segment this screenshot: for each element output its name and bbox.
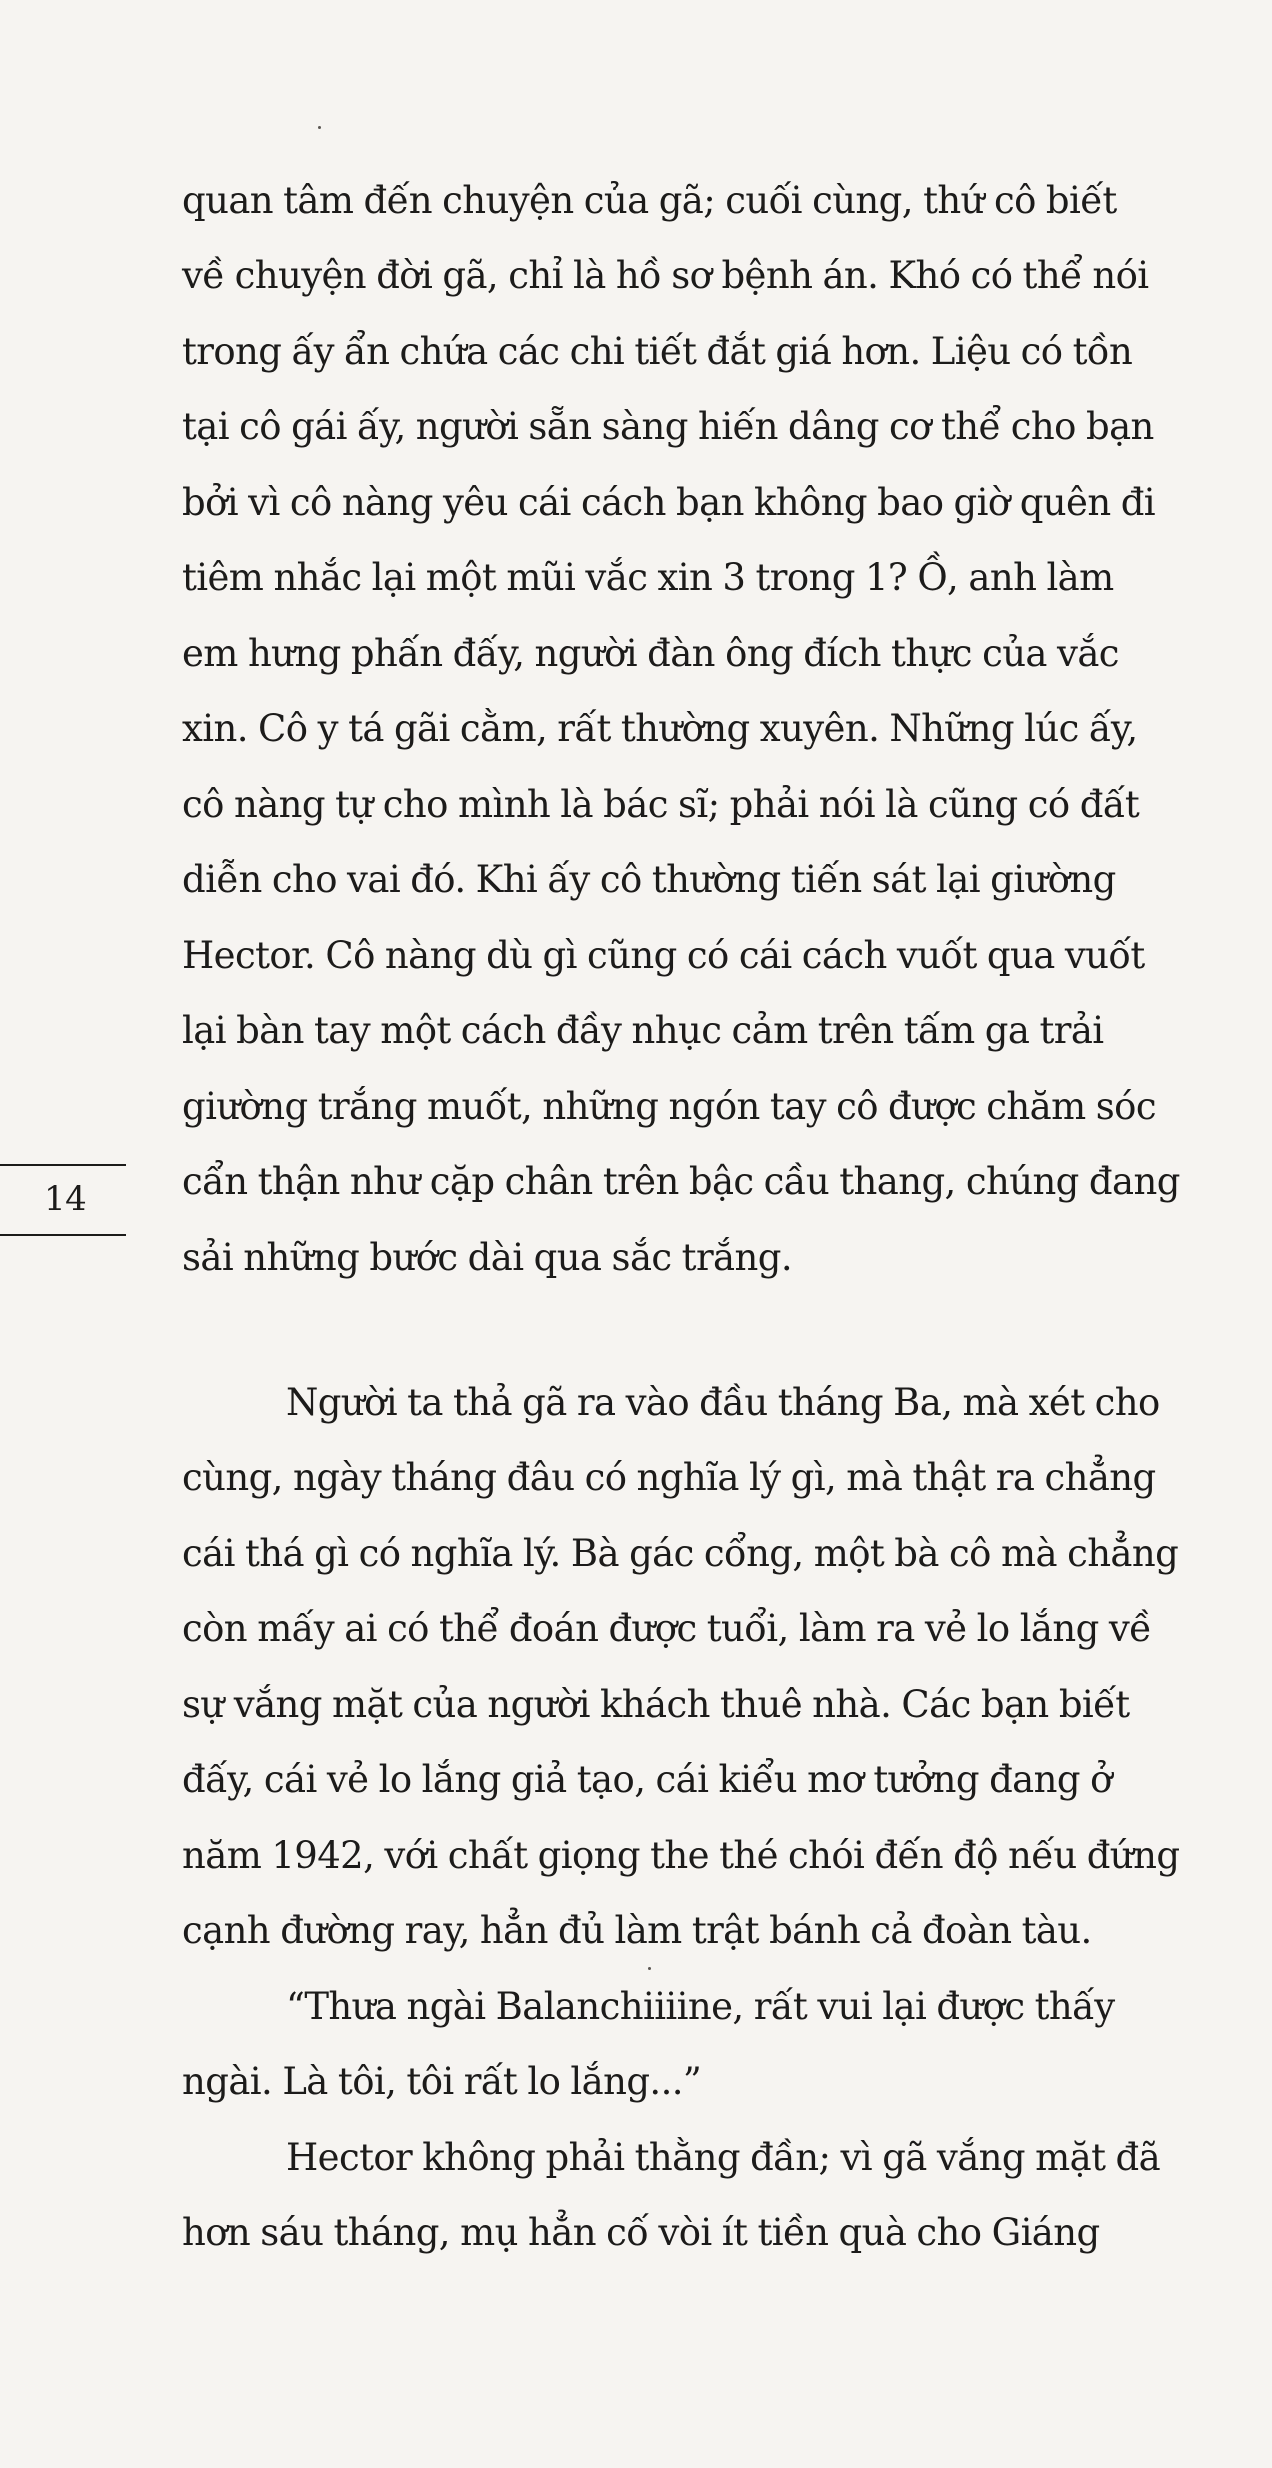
text-line: bởi vì cô nàng yêu cái cách bạn không bao giờ quên đi <box>182 481 1156 524</box>
text-line: hơn sáu tháng, mụ hẳn cố vòi ít tiền quà cho Giáng <box>182 2211 1100 2254</box>
text-line: quan tâm đến chuyện của gã; cuối cùng, thứ cô biết <box>182 179 1117 222</box>
text-line: cạnh đường ray, hẳn đủ làm trật bánh cả đoàn tàu. <box>182 1909 1092 1952</box>
page-number-rule-bottom <box>0 1234 126 1236</box>
text-line: đấy, cái vẻ lo lắng giả tạo, cái kiểu mơ tưởng đang ở <box>182 1758 1112 1801</box>
text-line: giường trắng muốt, những ngón tay cô được chăm sóc <box>182 1085 1156 1128</box>
text-line: “Thưa ngài Balanchiiiine, rất vui lại được thấy <box>286 1985 1115 2028</box>
text-line: lại bàn tay một cách đầy nhục cảm trên tấm ga trải <box>182 1009 1104 1052</box>
page-number-rule-top <box>0 1164 126 1166</box>
scan-speck <box>648 1967 651 1970</box>
text-line: xin. Cô y tá gãi cằm, rất thường xuyên. Những lúc ấy, <box>182 707 1138 750</box>
text-line: sải những bước dài qua sắc trắng. <box>182 1236 792 1279</box>
page-number-marker <box>0 1164 126 1236</box>
text-line: ngài. Là tôi, tôi rất lo lắng...” <box>182 2060 702 2103</box>
text-line: cô nàng tự cho mình là bác sĩ; phải nói là cũng có đất <box>182 783 1140 826</box>
text-line: em hưng phấn đấy, người đàn ông đích thực của vắc <box>182 632 1119 675</box>
text-line: còn mấy ai có thể đoán được tuổi, làm ra vẻ lo lắng về <box>182 1607 1152 1650</box>
scan-speck <box>318 126 321 129</box>
text-line: cái thá gì có nghĩa lý. Bà gác cổng, một bà cô mà chẳng <box>182 1532 1179 1575</box>
text-line: Hector. Cô nàng dù gì cũng có cái cách vuốt qua vuốt <box>182 934 1145 977</box>
text-line: năm 1942, với chất giọng the thé chói đến độ nếu đứng <box>182 1834 1180 1877</box>
text-line: Người ta thả gã ra vào đầu tháng Ba, mà xét cho <box>286 1381 1160 1424</box>
text-line: cẩn thận như cặp chân trên bậc cầu thang, chúng đang <box>182 1160 1180 1203</box>
text-line: sự vắng mặt của người khách thuê nhà. Các bạn biết <box>182 1683 1130 1726</box>
text-line: về chuyện đời gã, chỉ là hồ sơ bệnh án. Khó có thể nói <box>182 254 1149 297</box>
text-line: diễn cho vai đó. Khi ấy cô thường tiến sát lại giường <box>182 858 1116 901</box>
text-line: tiêm nhắc lại một mũi vắc xin 3 trong 1? Ồ, anh làm <box>182 556 1114 599</box>
page-number: 14 <box>44 1179 87 1219</box>
text-line: trong ấy ẩn chứa các chi tiết đắt giá hơn. Liệu có tồn <box>182 330 1133 373</box>
text-line: Hector không phải thằng đần; vì gã vắng mặt đã <box>286 2136 1161 2179</box>
text-line: tại cô gái ấy, người sẵn sàng hiến dâng cơ thể cho bạn <box>182 405 1154 448</box>
text-line: cùng, ngày tháng đâu có nghĩa lý gì, mà thật ra chẳng <box>182 1456 1156 1499</box>
